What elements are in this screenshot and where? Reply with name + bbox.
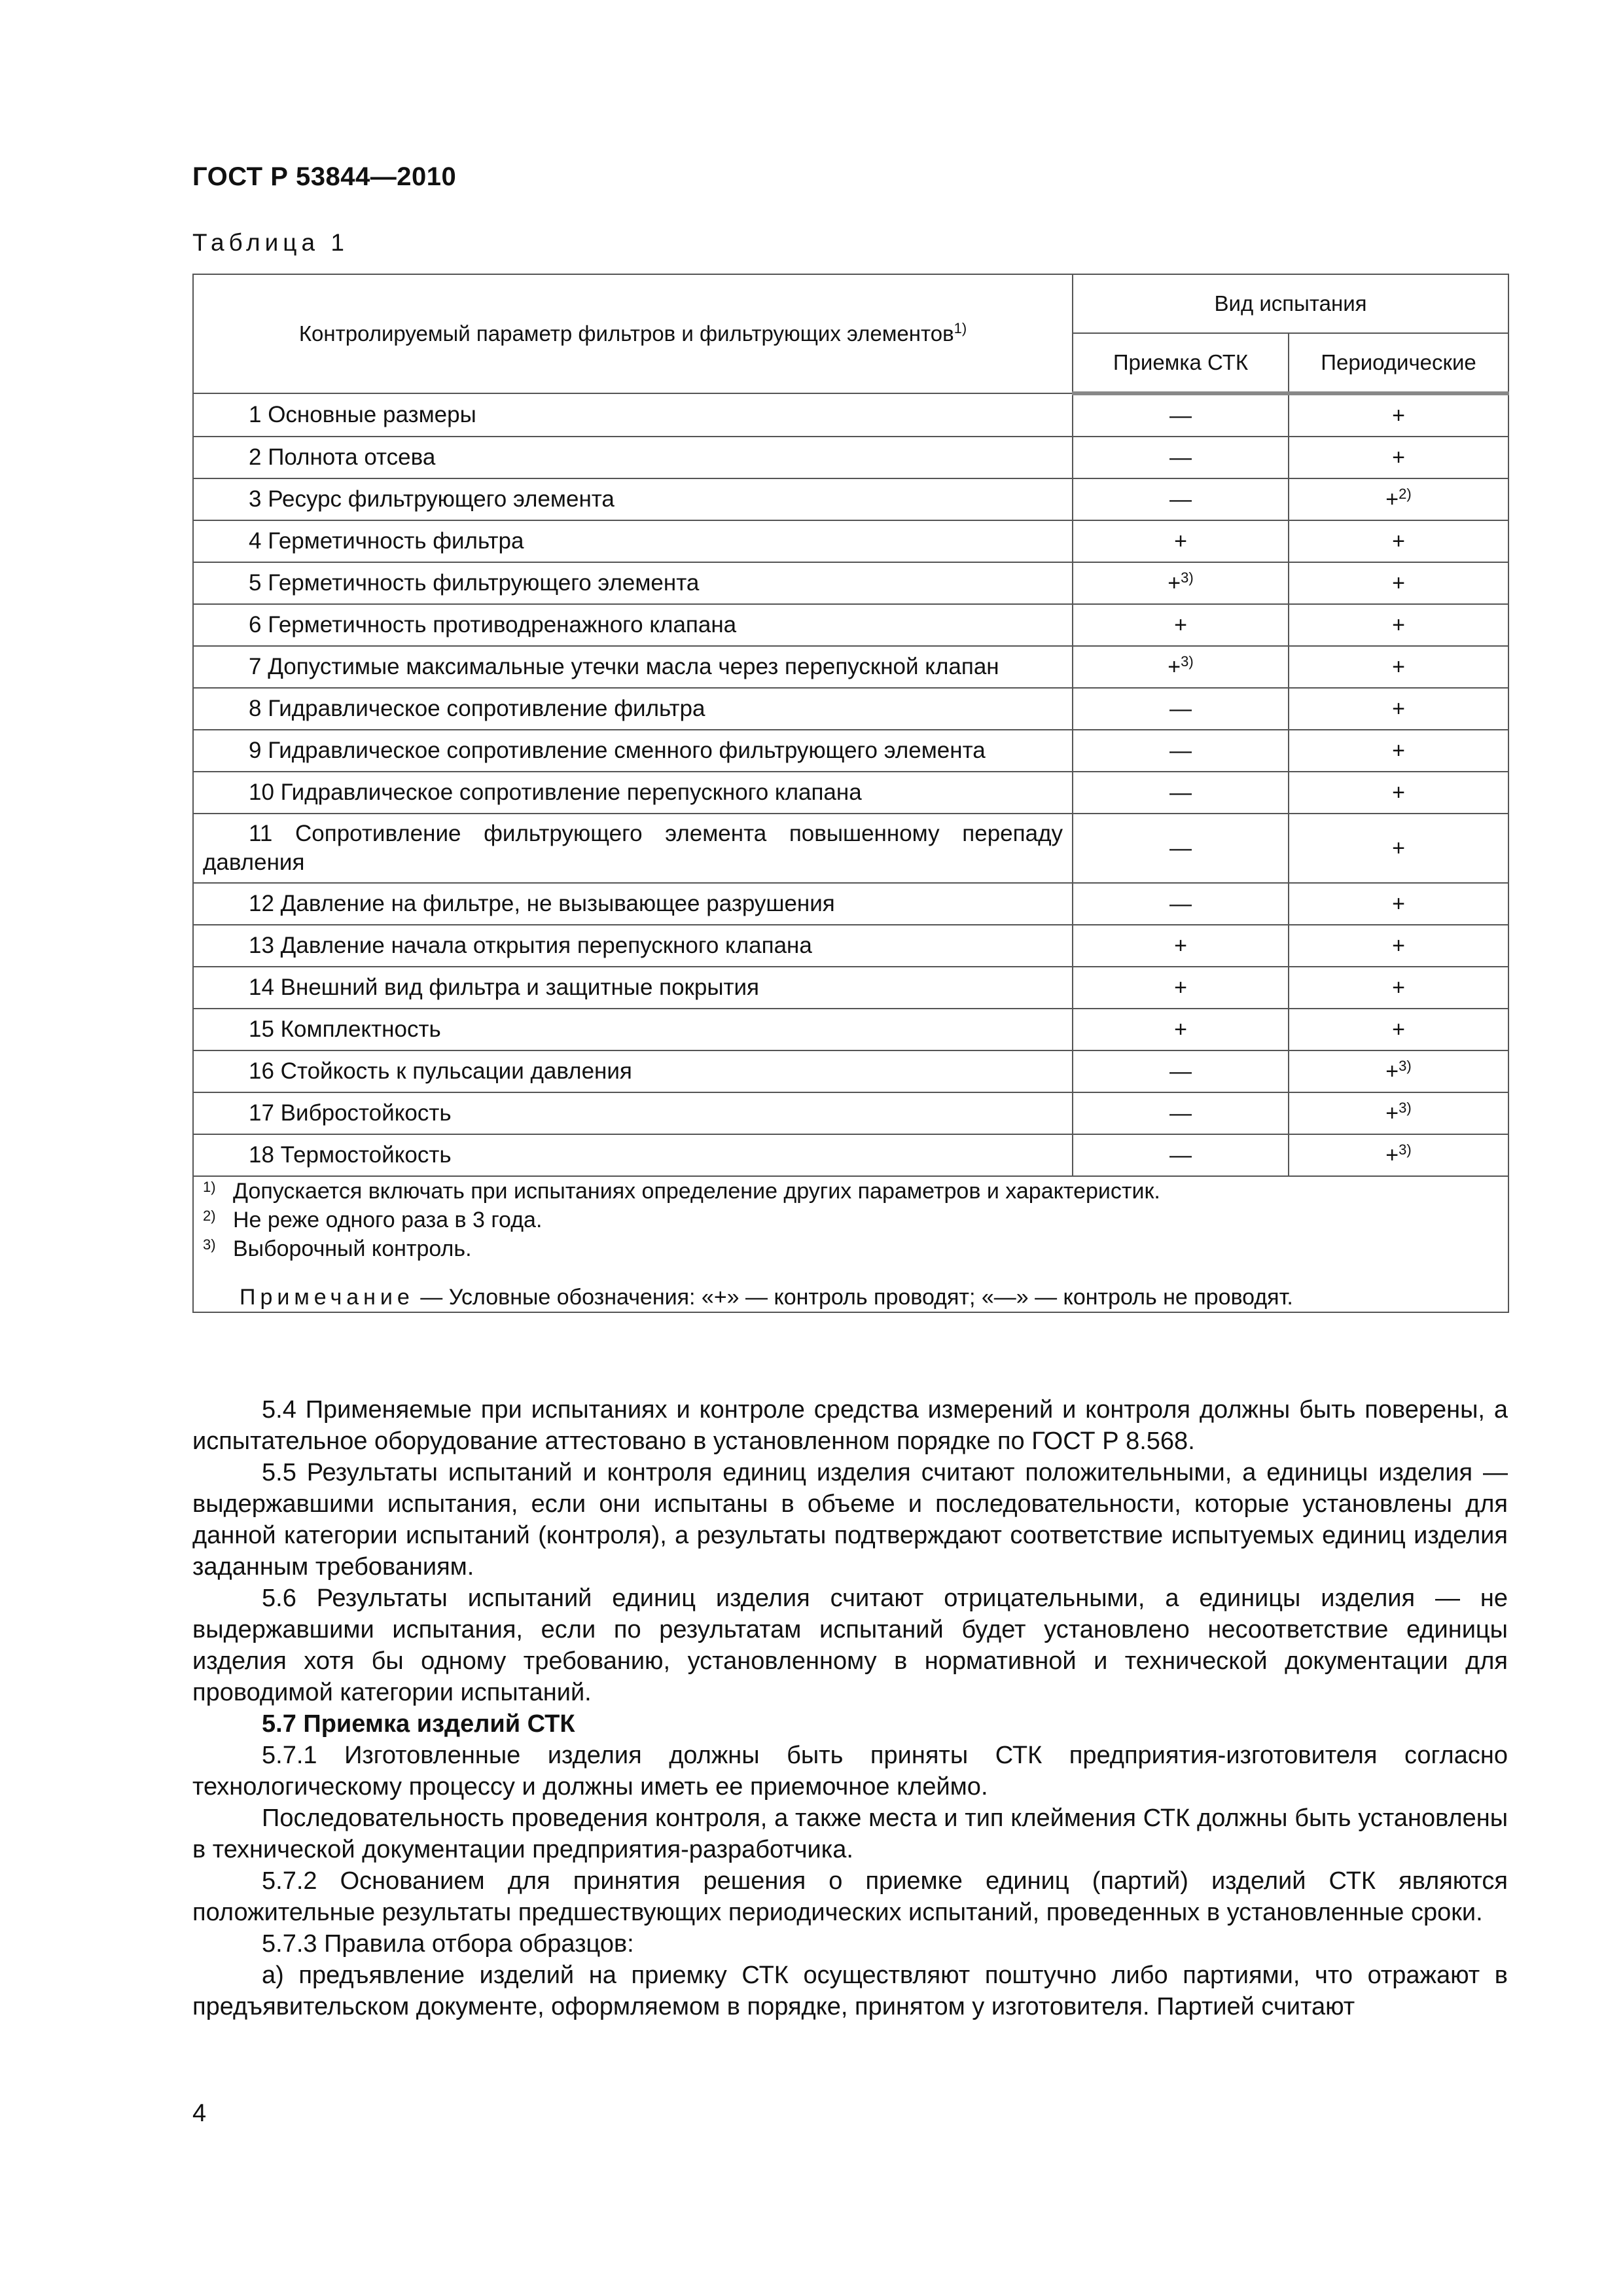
acceptance-mark-cell: [1073, 562, 1289, 604]
acceptance-mark-cell: [1073, 1092, 1289, 1134]
table-note: [203, 1283, 1499, 1312]
acceptance-mark: +: [1174, 613, 1187, 637]
acceptance-mark: +: [1174, 975, 1187, 1000]
acceptance-mark-cell: [1073, 1009, 1289, 1050]
periodic-mark: +: [1385, 1059, 1399, 1084]
periodic-mark: +: [1392, 1017, 1405, 1042]
acceptance-mark-cell: [1073, 520, 1289, 562]
param-cell: [193, 688, 1073, 730]
acceptance-mark-cell: [1073, 393, 1289, 437]
body-text: [192, 1394, 1508, 2022]
acceptance-mark: —: [1169, 1143, 1192, 1168]
row-number: 16: [249, 1058, 274, 1084]
table-row: [193, 393, 1508, 437]
param-name: Допустимые максимальные утечки масла через перепускной клапан: [268, 654, 999, 679]
row-number: 5: [249, 570, 262, 596]
table-row: [193, 730, 1508, 772]
periodic-mark: +: [1392, 403, 1405, 428]
periodic-mark-cell: [1289, 772, 1508, 814]
row-number: 17: [249, 1100, 274, 1126]
row-number: 14: [249, 975, 274, 1000]
param-name: Сопротивление фильтрующего элемента повышенному перепаду давления: [203, 821, 1063, 875]
acceptance-mark-cell: [1073, 730, 1289, 772]
row-number: 6: [249, 612, 262, 637]
param-name: Полнота отсева: [268, 444, 436, 470]
acceptance-sup: 3): [1181, 653, 1194, 670]
footnote: [203, 1234, 1499, 1263]
footnote-mark: 3): [203, 1236, 216, 1253]
periodic-mark-cell: [1289, 604, 1508, 646]
paragraph-5-7-1: 5.7.1 Изготовленные изделия должны быть приняты СТК предприятия-изготовителя согласно технологическому процессу и должны иметь ее приемочное клеймо.: [192, 1742, 1508, 1801]
periodic-mark: +: [1392, 529, 1405, 554]
acceptance-mark-cell: [1073, 883, 1289, 925]
acceptance-mark: —: [1169, 696, 1192, 721]
periodic-mark: +: [1385, 1143, 1399, 1168]
footnote-text: Выборочный контроль.: [233, 1236, 472, 1261]
note-label: Примечание: [240, 1285, 414, 1310]
param-cell: [193, 1050, 1073, 1092]
table-row: [193, 925, 1508, 967]
param-cell: [193, 1009, 1073, 1050]
periodic-mark: +: [1392, 571, 1405, 596]
param-name: Стойкость к пульсации давления: [280, 1058, 632, 1084]
param-name: Гидравлическое сопротивление перепускного клапана: [280, 780, 862, 805]
paragraph-5-7-3: 5.7.3 Правила отбора образцов:: [262, 1930, 634, 1958]
periodic-mark: +: [1392, 975, 1405, 1000]
row-number: 13: [249, 933, 274, 958]
table-body: [193, 393, 1508, 1176]
document-header: ГОСТ Р 53844—2010: [192, 162, 457, 191]
acceptance-mark-cell: [1073, 688, 1289, 730]
table-row: [193, 688, 1508, 730]
acceptance-mark-cell: [1073, 437, 1289, 478]
acceptance-mark: —: [1169, 836, 1192, 861]
row-number: 15: [249, 1016, 274, 1042]
table-row: [193, 772, 1508, 814]
table-row: [193, 1092, 1508, 1134]
table-row: [193, 814, 1508, 883]
table-row: [193, 1050, 1508, 1092]
periodic-sup: 3): [1399, 1141, 1412, 1158]
periodic-mark-cell: [1289, 814, 1508, 883]
periodic-mark-cell: [1289, 730, 1508, 772]
header-param-label: Контролируемый параметр фильтров и фильтрующих элементов: [298, 321, 954, 346]
param-cell: [193, 883, 1073, 925]
param-name: Герметичность противодренажного клапана: [268, 612, 737, 637]
param-name: Герметичность фильтра: [268, 528, 524, 554]
row-number: 8: [249, 696, 262, 721]
acceptance-mark: —: [1169, 780, 1192, 805]
table-row: [193, 562, 1508, 604]
acceptance-mark-cell: [1073, 925, 1289, 967]
periodic-mark: +: [1392, 696, 1405, 721]
row-number: 12: [249, 891, 274, 916]
paragraph-5-6: 5.6 Результаты испытаний единиц изделия считают отрицательными, а единицы изделия — не выдержавшими испытания, если по результатам испытаний будет установлено несоответствие единицы изделия хотя бы одному требованию, установленному в нормативной и технической документации для проводимой категории испытаний.: [192, 1585, 1508, 1706]
param-name: Гидравлическое сопротивление сменного фильтрующего элемента: [268, 738, 986, 763]
acceptance-mark: +: [1168, 655, 1181, 679]
acceptance-mark-cell: [1073, 1134, 1289, 1176]
param-name: Герметичность фильтрующего элемента: [268, 570, 700, 596]
periodic-mark-cell: [1289, 1009, 1508, 1050]
table-row: [193, 1009, 1508, 1050]
acceptance-sup: 3): [1181, 569, 1194, 586]
periodic-mark-cell: [1289, 562, 1508, 604]
param-cell: [193, 925, 1073, 967]
acceptance-mark: —: [1169, 403, 1192, 428]
table-row: [193, 646, 1508, 688]
table-row: [193, 520, 1508, 562]
param-name: Внешний вид фильтра и защитные покрытия: [280, 975, 760, 1000]
acceptance-mark-cell: [1073, 967, 1289, 1009]
table-row: [193, 1134, 1508, 1176]
table-caption: Таблица 1: [192, 229, 349, 256]
periodic-mark-cell: [1289, 520, 1508, 562]
note-text: — Условные обозначения: «+» — контроль проводят; «—» — контроль не проводят.: [414, 1285, 1293, 1310]
periodic-mark-cell: [1289, 1134, 1508, 1176]
acceptance-mark-cell: [1073, 478, 1289, 520]
acceptance-mark: +: [1174, 1017, 1187, 1042]
param-cell: [193, 772, 1073, 814]
periodic-mark: +: [1392, 655, 1405, 679]
acceptance-mark-cell: [1073, 1050, 1289, 1092]
table-row: [193, 604, 1508, 646]
acceptance-mark-cell: [1073, 814, 1289, 883]
row-number: 2: [249, 444, 262, 470]
test-types-table: [192, 274, 1509, 1313]
row-number: 3: [249, 486, 262, 512]
paragraph-5-4: 5.4 Применяемые при испытаниях и контроле средства измерений и контроля должны быть поверены, а испытательное оборудование аттестовано в установленном порядке по ГОСТ Р 8.568.: [192, 1396, 1508, 1455]
row-number: 18: [249, 1142, 274, 1168]
acceptance-mark: —: [1169, 1101, 1192, 1126]
acceptance-mark-cell: [1073, 772, 1289, 814]
paragraph-5-5: 5.5 Результаты испытаний и контроля единиц изделия считают положительными, а единицы изделия — выдержавшими испытания, если они испытаны в объеме и последовательности, которые установлены для данной категории испытаний (контроля), а результаты подтверждают соответствие испытуемых единиц изделия заданным требованиям.: [192, 1459, 1508, 1581]
footnote-mark: 2): [203, 1208, 216, 1224]
footnote: [203, 1206, 1499, 1234]
footnote: [203, 1177, 1499, 1206]
table-row: [193, 437, 1508, 478]
header-param-sup: 1): [954, 320, 967, 336]
param-cell: [193, 730, 1073, 772]
periodic-mark: +: [1392, 738, 1405, 763]
param-cell: [193, 437, 1073, 478]
periodic-sup: 3): [1399, 1100, 1412, 1116]
param-name: Основные размеры: [268, 402, 476, 427]
row-number: 11: [249, 821, 273, 846]
acceptance-mark-cell: [1073, 604, 1289, 646]
table-row: [193, 478, 1508, 520]
param-name: Давление на фильтре, не вызывающее разрушения: [280, 891, 835, 916]
acceptance-mark: +: [1174, 529, 1187, 554]
param-cell: [193, 478, 1073, 520]
param-name: Вибростойкость: [280, 1100, 452, 1126]
periodic-sup: 2): [1399, 486, 1412, 502]
periodic-mark: +: [1392, 445, 1405, 470]
row-number: 1: [249, 402, 262, 427]
param-cell: [193, 1134, 1073, 1176]
periodic-mark-cell: [1289, 688, 1508, 730]
acceptance-mark: —: [1169, 891, 1192, 916]
paragraph-sequence: Последовательность проведения контроля, а также места и тип клеймения СТК должны быть установлены в технической документации предприятия-разработчика.: [192, 1804, 1508, 1863]
periodic-mark: +: [1392, 933, 1405, 958]
acceptance-mark: —: [1169, 738, 1192, 763]
periodic-mark: +: [1392, 613, 1405, 637]
param-name: Давление начала открытия перепускного клапана: [280, 933, 812, 958]
page-number: 4: [192, 2100, 207, 2127]
row-number: 9: [249, 738, 262, 763]
periodic-mark-cell: [1289, 1050, 1508, 1092]
acceptance-mark: —: [1169, 445, 1192, 470]
periodic-mark-cell: [1289, 437, 1508, 478]
periodic-mark: +: [1392, 891, 1405, 916]
acceptance-mark-cell: [1073, 646, 1289, 688]
acceptance-mark: +: [1168, 571, 1181, 596]
param-cell: [193, 393, 1073, 437]
param-name: Термостойкость: [280, 1142, 452, 1168]
param-name: Гидравлическое сопротивление фильтра: [268, 696, 705, 721]
periodic-mark: +: [1385, 487, 1399, 512]
param-cell: [193, 520, 1073, 562]
periodic-mark-cell: [1289, 925, 1508, 967]
periodic-mark: +: [1385, 1101, 1399, 1126]
row-number: 7: [249, 654, 262, 679]
acceptance-mark: —: [1169, 487, 1192, 512]
table-row: [193, 883, 1508, 925]
header-acceptance: Приемка СТК: [1073, 333, 1289, 393]
param-name: Комплектность: [280, 1016, 441, 1042]
param-cell: [193, 562, 1073, 604]
periodic-mark-cell: [1289, 478, 1508, 520]
header-param-cell: [193, 274, 1073, 393]
periodic-mark-cell: [1289, 393, 1508, 437]
table-footnotes: [193, 1176, 1508, 1312]
footnote-text: Не реже одного раза в 3 года.: [233, 1208, 543, 1232]
periodic-mark-cell: [1289, 883, 1508, 925]
section-heading-5-7: 5.7 Приемка изделий СТК: [262, 1710, 575, 1738]
acceptance-mark: —: [1169, 1059, 1192, 1084]
footnote-mark: 1): [203, 1179, 216, 1195]
param-cell: [193, 814, 1073, 883]
param-cell: [193, 967, 1073, 1009]
periodic-mark-cell: [1289, 967, 1508, 1009]
paragraph-item-a: а) предъявление изделий на приемку СТК осуществляют поштучно либо партиями, что отражают в предъявительском документе, оформляемом в порядке, принятом у изготовителя. Партией считают: [192, 1962, 1508, 2020]
periodic-mark: +: [1392, 780, 1405, 805]
acceptance-mark: +: [1174, 933, 1187, 958]
periodic-sup: 3): [1399, 1058, 1412, 1074]
row-number: 10: [249, 780, 274, 805]
periodic-mark: +: [1392, 836, 1405, 861]
param-cell: [193, 646, 1073, 688]
footnote-text: Допускается включать при испытаниях определение других параметров и характеристик.: [233, 1179, 1160, 1204]
param-cell: [193, 604, 1073, 646]
param-name: Ресурс фильтрующего элемента: [268, 486, 615, 512]
header-periodic: Периодические: [1289, 333, 1508, 393]
periodic-mark-cell: [1289, 646, 1508, 688]
periodic-mark-cell: [1289, 1092, 1508, 1134]
param-cell: [193, 1092, 1073, 1134]
table-row: [193, 967, 1508, 1009]
header-test-type: Вид испытания: [1073, 274, 1508, 333]
paragraph-5-7-2: 5.7.2 Основанием для принятия решения о приемке единиц (партий) изделий СТК являются положительные результаты предшествующих периодических испытаний, проведенных в установленные сроки.: [192, 1867, 1508, 1926]
row-number: 4: [249, 528, 262, 554]
